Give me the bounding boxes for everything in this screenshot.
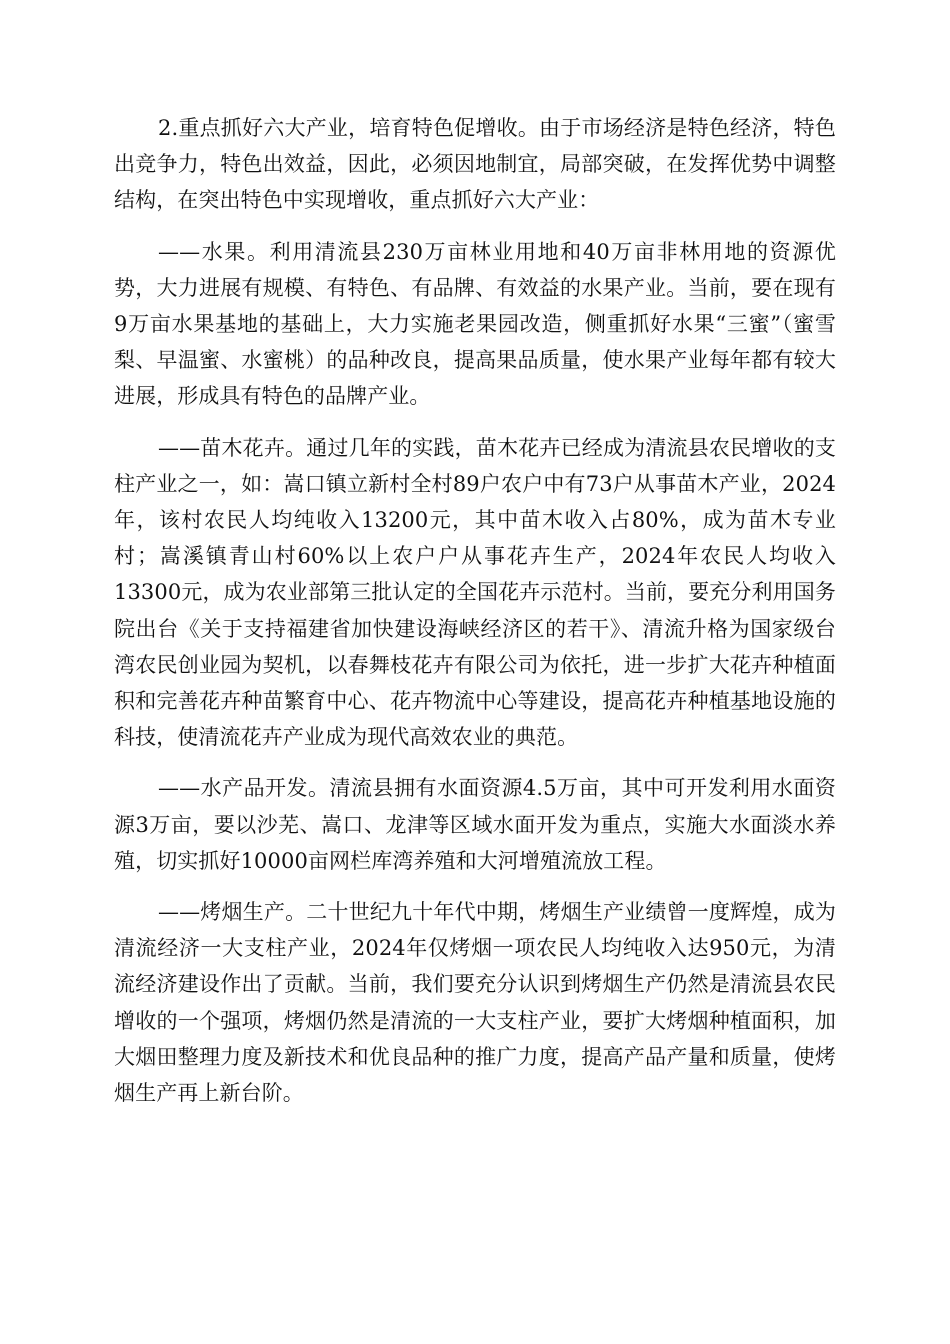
paragraph-flue-cured-tobacco: ——烤烟生产。二十世纪九十年代中期，烤烟生产业绩曾一度辉煌，成为清流经济一大支柱产业，2024年仅烤烟一项农民人均纯收入达950元，为清流经济建设作出了贡献。当前，我们要充分认识到烤烟生产仍然是清流县农民增收的一个强项，烤烟仍然是清流的一大支柱产业，要扩大烤烟种植面积，加大烟田整理力度及新技术和优良品种的推广力度，提高产品产量和质量，使烤烟生产再上新台阶。 [114, 900, 836, 1106]
paragraph-fruit: ——水果。利用清流县230万亩林业用地和40万亩非林用地的资源优势，大力进展有规模、有特色、有品牌、有效益的水果产业。当前，要在现有9万亩水果基地的基础上，大力实施老果园改造，侧重抓好水果“三蜜”（蜜雪梨、早温蜜、水蜜桃）的品种改良，提高果品质量，使水果产业每年都有较大进展，形成具有特色的品牌产业。 [114, 239, 836, 409]
document-page [114, 110, 836, 1126]
paragraph-aquatic-products: ——水产品开发。清流县拥有水面资源4.5万亩，其中可开发利用水面资源3万亩，要以沙芜、嵩口、龙津等区域水面开发为重点，实施大水面淡水养殖，切实抓好10000亩网栏库湾养殖和大河增殖流放工程。 [114, 776, 836, 873]
paragraph-nursery-flowers: ——苗木花卉。通过几年的实践，苗木花卉已经成为清流县农民增收的支柱产业之一，如：嵩口镇立新村全村89户农户中有73户从事苗木产业，2024年，该村农民人均纯收入13200元，其中苗木收入占80%，成为苗木专业村；嵩溪镇青山村60%以上农户户从事花卉生产，2024年农民人均收入13300元，成为农业部第三批认定的全国花卉示范村。当前，要充分利用国务院出台《关于支持福建省加快建设海峡经济区的若干》、清流升格为国家级台湾农民创业园为契机，以春舞枝花卉有限公司为依托，进一步扩大花卉种植面积和完善花卉种苗繁育中心、花卉物流中心等建设，提高花卉种植基地设施的科技，使清流花卉产业成为现代高效农业的典范。 [114, 435, 836, 750]
paragraph-industries-intro: 2.重点抓好六大产业，培育特色促增收。由于市场经济是特色经济，特色出竞争力，特色出效益，因此，必须因地制宜，局部突破，在发挥优势中调整结构，在突出特色中实现增收，重点抓好六大产业： [114, 116, 836, 213]
